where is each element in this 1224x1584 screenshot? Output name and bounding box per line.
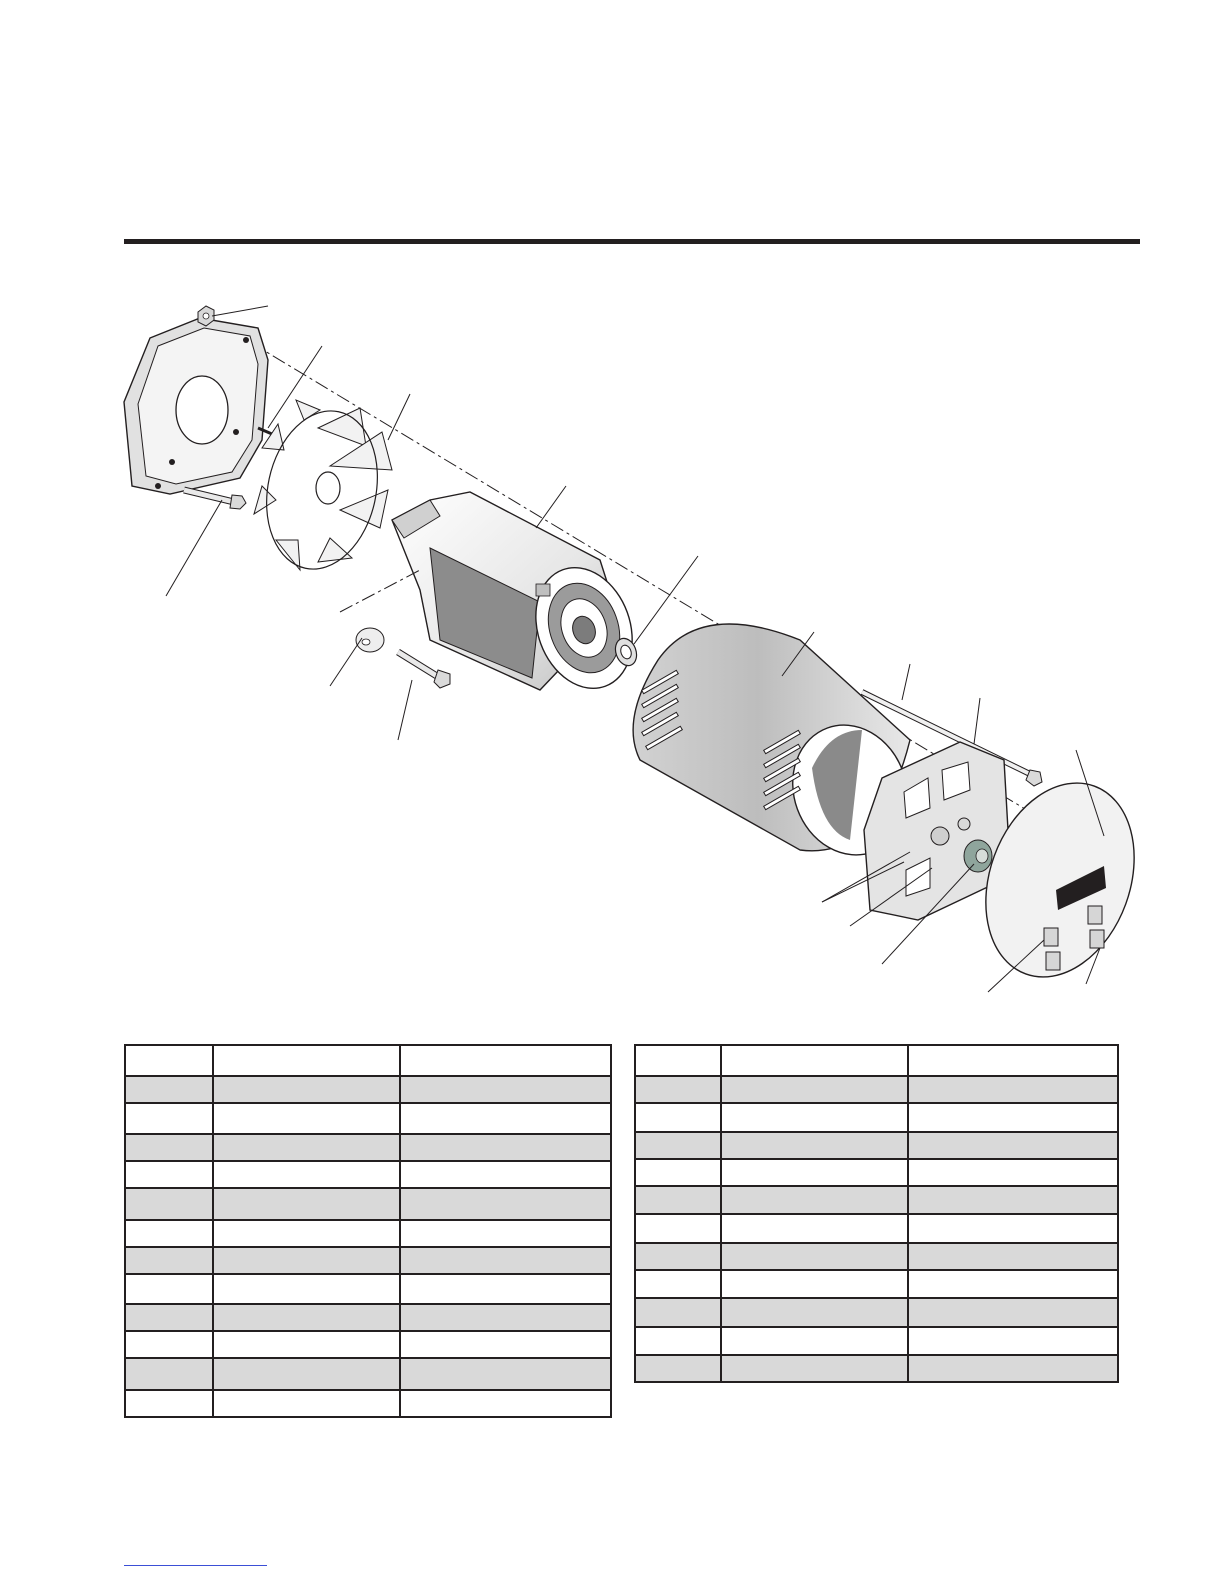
table-cell <box>125 1390 213 1417</box>
table-cell <box>635 1076 721 1103</box>
table-cell <box>721 1159 907 1186</box>
table-row <box>125 1134 611 1161</box>
table-cell <box>213 1220 400 1247</box>
table-cell <box>635 1103 721 1132</box>
table-row <box>635 1159 1118 1186</box>
table-row <box>635 1355 1118 1382</box>
table-row <box>125 1358 611 1390</box>
table-row <box>125 1274 611 1304</box>
table-cell <box>125 1304 213 1331</box>
table-cell <box>213 1358 400 1390</box>
parts-table-left <box>124 1044 612 1418</box>
footer-link-underline[interactable] <box>124 1565 267 1566</box>
table-cell <box>400 1045 611 1076</box>
table-cell <box>125 1161 213 1188</box>
table-row <box>635 1270 1118 1298</box>
table-cell <box>908 1355 1118 1382</box>
table-cell <box>908 1159 1118 1186</box>
table-cell <box>125 1103 213 1134</box>
table-row <box>125 1220 611 1247</box>
table-cell <box>213 1304 400 1331</box>
table-cell <box>721 1045 907 1076</box>
table-cell <box>721 1327 907 1355</box>
table-cell <box>213 1247 400 1274</box>
table-cell <box>125 1134 213 1161</box>
table-cell <box>400 1358 611 1390</box>
table-cell <box>908 1132 1118 1159</box>
table-cell <box>721 1076 907 1103</box>
table-cell <box>908 1045 1118 1076</box>
table-cell <box>213 1161 400 1188</box>
table-cell <box>125 1188 213 1220</box>
table-cell <box>635 1186 721 1214</box>
table-cell <box>213 1274 400 1304</box>
table-cell <box>400 1247 611 1274</box>
table-cell <box>213 1045 400 1076</box>
table-cell <box>213 1188 400 1220</box>
table-cell <box>213 1134 400 1161</box>
table-cell <box>400 1161 611 1188</box>
table-row <box>125 1076 611 1103</box>
table-cell <box>908 1243 1118 1270</box>
table-cell <box>635 1355 721 1382</box>
table-cell <box>635 1298 721 1327</box>
table-row <box>635 1132 1118 1159</box>
table-cell <box>125 1331 213 1358</box>
table-cell <box>908 1103 1118 1132</box>
table-cell <box>400 1103 611 1134</box>
table-cell <box>125 1220 213 1247</box>
table-cell <box>721 1103 907 1132</box>
table-cell <box>400 1134 611 1161</box>
table-cell <box>908 1076 1118 1103</box>
drive-end-bracket <box>124 318 268 494</box>
table-row <box>125 1247 611 1274</box>
brush-holder <box>964 840 992 872</box>
table-row <box>635 1186 1118 1214</box>
table-cell <box>908 1298 1118 1327</box>
table-cell <box>635 1243 721 1270</box>
table-cell <box>908 1327 1118 1355</box>
table-cell <box>213 1331 400 1358</box>
table-row <box>635 1298 1118 1327</box>
table-cell <box>908 1186 1118 1214</box>
table-cell <box>908 1270 1118 1298</box>
table-cell <box>213 1390 400 1417</box>
table-cell <box>400 1331 611 1358</box>
table-cell <box>635 1327 721 1355</box>
table-row <box>635 1327 1118 1355</box>
table-cell <box>125 1358 213 1390</box>
table-row <box>125 1045 611 1076</box>
table-cell <box>125 1045 213 1076</box>
table-row <box>125 1161 611 1188</box>
table-cell <box>400 1076 611 1103</box>
table-cell <box>125 1247 213 1274</box>
table-cell <box>635 1214 721 1243</box>
table-row <box>635 1243 1118 1270</box>
table-cell <box>400 1188 611 1220</box>
table-cell <box>400 1304 611 1331</box>
table-row <box>125 1103 611 1134</box>
table-row <box>635 1103 1118 1132</box>
table-row <box>125 1188 611 1220</box>
table-cell <box>908 1214 1118 1243</box>
table-cell <box>721 1214 907 1243</box>
table-cell <box>635 1045 721 1076</box>
table-cell <box>721 1298 907 1327</box>
table-cell <box>213 1103 400 1134</box>
table-cell <box>635 1132 721 1159</box>
table-row <box>125 1390 611 1417</box>
table-cell <box>721 1243 907 1270</box>
table-row <box>125 1304 611 1331</box>
table-cell <box>400 1220 611 1247</box>
through-bolt-short <box>398 652 450 688</box>
table-cell <box>721 1355 907 1382</box>
table-cell <box>125 1076 213 1103</box>
table-cell <box>400 1390 611 1417</box>
table-cell <box>635 1159 721 1186</box>
parts-table-right <box>634 1044 1119 1383</box>
table-row <box>125 1331 611 1358</box>
table-row <box>635 1214 1118 1243</box>
table-cell <box>635 1270 721 1298</box>
table-cell <box>125 1274 213 1304</box>
table-cell <box>400 1274 611 1304</box>
table-cell <box>721 1186 907 1214</box>
bracket-bolt <box>184 490 246 509</box>
cooling-fan <box>253 400 392 579</box>
table-row <box>635 1076 1118 1103</box>
table-cell <box>721 1270 907 1298</box>
table-cell <box>213 1076 400 1103</box>
table-row <box>635 1045 1118 1076</box>
table-cell <box>721 1132 907 1159</box>
